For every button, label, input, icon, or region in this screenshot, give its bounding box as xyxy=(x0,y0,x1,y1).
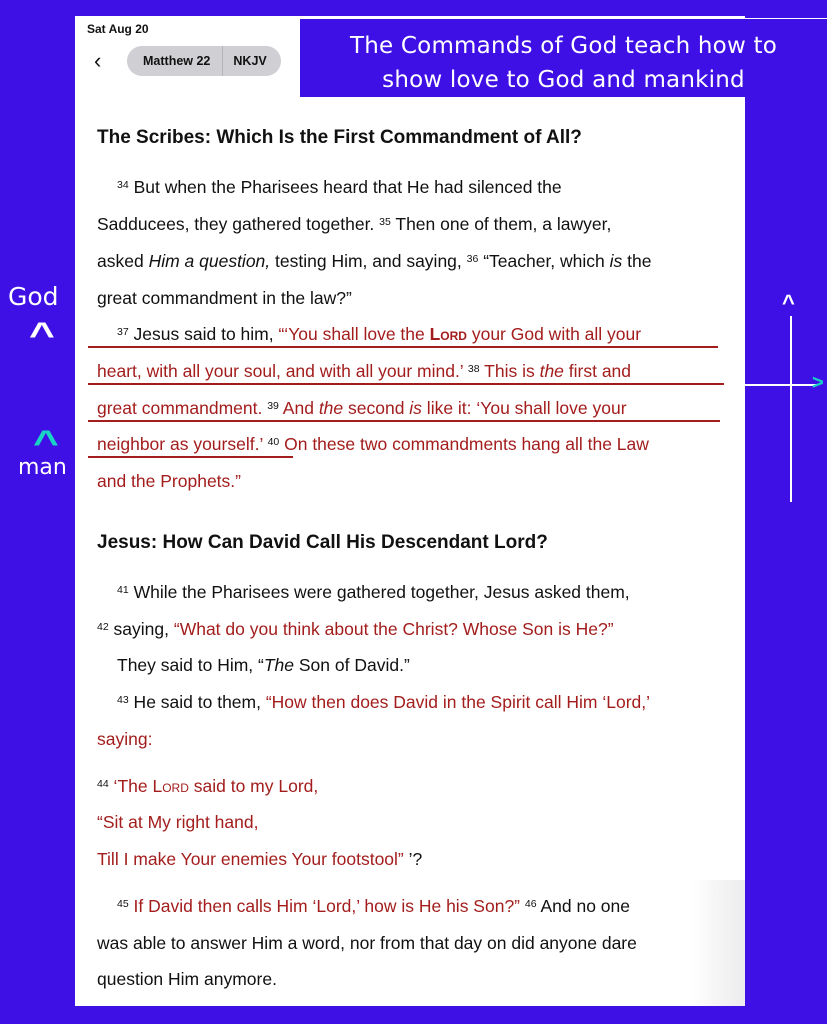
underline-mark xyxy=(88,346,718,348)
verse-line: Till I make Your enemies Your footstool” ’? xyxy=(97,849,423,869)
verse-line: great commandment in the law?” xyxy=(97,288,352,308)
man-label: man xyxy=(18,455,67,480)
verse-line: neighbor as yourself.’ $^{40}$ On these two commandments hang all the Law xyxy=(97,434,649,454)
verse-line: was able to answer Him a word, nor from that day on did anyone dare xyxy=(97,933,637,953)
passage-selector[interactable] xyxy=(127,46,281,76)
status-date: Sat Aug 20 xyxy=(87,22,149,36)
verse-line: and the Prophets.” xyxy=(97,471,241,491)
verse-line: $^{44}$ ‘The Lord said to my Lord, xyxy=(97,776,319,796)
verse-line: $^{41}$ While the Pharisees were gathered together, Jesus asked them, xyxy=(117,582,630,602)
verse-line: They said to Him, “The Son of David.” xyxy=(117,655,410,675)
verse-line: $^{37}$ Jesus said to him, “‘You shall love the Lord your God with all your xyxy=(117,324,642,344)
verse-line: $^{34}$ But when the Pharisees heard that He had silenced the xyxy=(117,177,562,197)
underline-mark xyxy=(88,420,720,422)
vertical-axis-line xyxy=(790,316,792,502)
verse-line: $^{43}$ He said to them, “How then does David in the Spirit call Him ‘Lord,’ xyxy=(117,692,651,712)
page-curl-shadow xyxy=(690,880,745,1006)
back-chevron-left-icon[interactable]: ‹ xyxy=(94,48,102,73)
version-button[interactable]: NKJV xyxy=(233,54,267,68)
section-heading: The Scribes: Which Is the First Commandment of All? xyxy=(97,127,582,148)
underline-mark xyxy=(88,383,724,385)
verse-line: “Sit at My right hand, xyxy=(97,812,259,832)
verse-line: question Him anymore. xyxy=(97,969,277,989)
arrow-right-icon: > xyxy=(812,372,824,394)
caret-up-icon: ^ xyxy=(33,424,59,462)
section-heading: Jesus: How Can David Call His Descendant Lord? xyxy=(97,532,548,553)
verse-line: $^{42}$ saying, “What do you think about the Christ? Whose Son is He?” xyxy=(97,619,614,639)
caption-line-1: The Commands of God teach how to xyxy=(350,33,777,59)
verse-line: heart, with all your soul, and with all your mind.’ $^{38}$ This is the first and xyxy=(97,361,632,381)
caption-line-2: show love to God and mankind xyxy=(382,67,745,93)
verse-line: asked Him a question, testing Him, and saying, $^{36}$ “Teacher, which is the xyxy=(97,251,652,271)
god-label: God xyxy=(8,282,59,311)
caret-up-icon: ^ xyxy=(782,290,795,315)
verse-line: saying: xyxy=(97,729,153,749)
verse-line: $^{45}$ If David then calls Him ‘Lord,’ how is He his Son?” $^{46}$ And no one xyxy=(117,896,630,916)
caret-up-icon: ^ xyxy=(29,316,55,354)
caption-banner xyxy=(300,18,827,97)
underline-mark xyxy=(88,456,293,458)
verse-line: great commandment. $^{39}$ And the second is like it: ‘You shall love your xyxy=(97,398,627,418)
book-chapter-button[interactable]: Matthew 22 xyxy=(127,46,223,76)
horizontal-axis-line xyxy=(745,384,817,386)
verse-line: Sadducees, they gathered together. $^{35}$ Then one of them, a lawyer, xyxy=(97,214,612,234)
